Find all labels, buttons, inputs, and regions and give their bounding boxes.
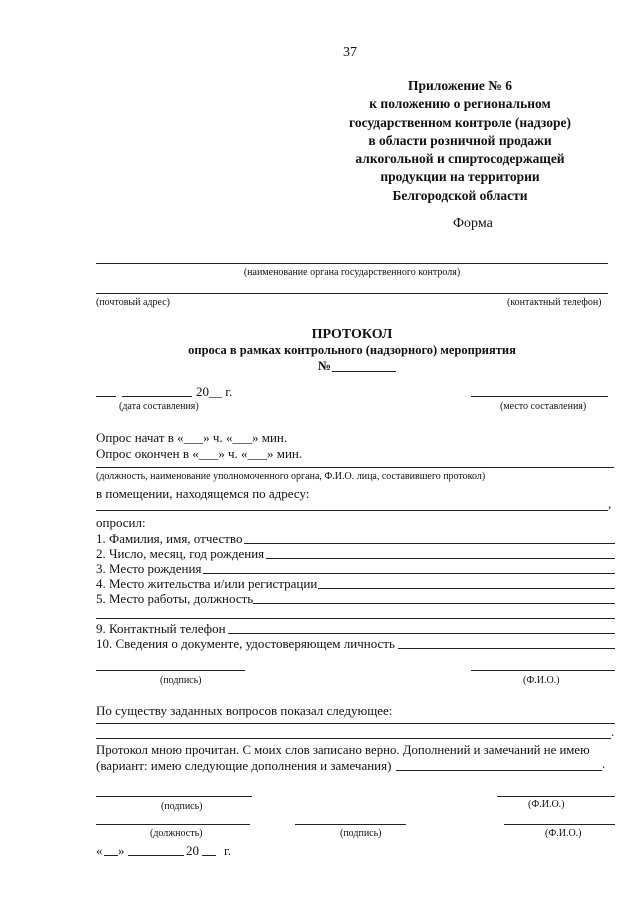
appendix-line: Приложение № 6 <box>408 78 512 93</box>
signature2-name-line[interactable] <box>497 796 615 797</box>
final-date-year-field[interactable] <box>202 855 216 856</box>
signature2-sign-caption: (подпись) <box>161 801 203 812</box>
field-label-full-name: 1. Фамилия, имя, отчество <box>96 531 243 546</box>
signature3-name-line[interactable] <box>504 824 615 825</box>
essence-period: . <box>611 724 615 739</box>
final-date-day-field[interactable] <box>104 855 118 856</box>
id-document-field[interactable] <box>398 648 615 649</box>
end-time-text: Опрос окончен в «___» ч. «___» мин. <box>96 446 303 461</box>
signature3-line[interactable] <box>295 824 406 825</box>
position-caption: (должность) <box>150 828 203 839</box>
remarks-period: . <box>602 756 606 771</box>
place-caption: (место составления) <box>500 401 587 412</box>
premises-address-field[interactable] <box>96 510 608 511</box>
phone-caption: (контактный телефон) <box>507 297 602 308</box>
date-month-field[interactable] <box>122 396 192 397</box>
remarks-field[interactable] <box>396 770 602 771</box>
appendix-line: Белгородской области <box>392 187 528 203</box>
field-label-id-document: 10. Сведения о документе, удостоверяющем личность <box>96 636 395 651</box>
authority-line[interactable] <box>96 263 608 264</box>
phone-field[interactable] <box>228 633 615 634</box>
appendix-line: продукции на территории <box>380 169 540 185</box>
place-field[interactable] <box>471 396 608 397</box>
protocol-title: ПРОТОКОЛ <box>311 327 393 342</box>
date-caption: (дата составления) <box>119 401 199 412</box>
signature1-sign-caption: (подпись) <box>160 675 202 686</box>
field-label-birth-date: 2. Число, месяц, год рождения <box>96 546 265 561</box>
statement-line-2: (вариант: имею следующие дополнения и замечания) <box>96 758 392 773</box>
appendix-line: государственном контроле (надзоре) <box>349 114 571 130</box>
statement-line-1: Протокол мною прочитан. С моих слов записано верно. Дополнений и замечаний не имею <box>96 743 590 757</box>
date-year-text: 20__ г. <box>196 384 233 399</box>
full-name-field[interactable] <box>244 543 615 544</box>
final-date-open-quote: « <box>96 843 103 858</box>
birth-place-field[interactable] <box>203 573 615 574</box>
signature2-name-caption: (Ф.И.О.) <box>528 799 565 810</box>
final-date-month-field[interactable] <box>128 855 184 856</box>
page-number: 37 <box>343 45 357 60</box>
premises-text: в помещении, находящемся по адресу: <box>96 486 310 501</box>
signature1-name-line[interactable] <box>471 670 615 671</box>
premises-comma: , <box>608 496 612 511</box>
protocol-number-field[interactable] <box>332 371 396 372</box>
appendix-line: к положению о региональном <box>369 96 551 112</box>
protocol-subtitle: опроса в рамках контрольного (надзорного) мероприятия <box>188 343 516 357</box>
signature2-line[interactable] <box>96 796 252 797</box>
appendix-line: в области розничной продажи <box>368 132 552 148</box>
signature3-name-caption: (Ф.И.О.) <box>545 828 582 839</box>
birth-date-field[interactable] <box>266 558 615 559</box>
extra-field-line[interactable] <box>96 618 615 619</box>
field-label-birth-place: 3. Место рождения <box>96 561 202 576</box>
appendix-header <box>330 77 590 205</box>
signature3-sign-caption: (подпись) <box>340 828 382 839</box>
start-time-text: Опрос начат в «___» ч. «___» мин. <box>96 430 288 445</box>
field-label-residence: 4. Место жительства и/или регистрации <box>96 576 318 591</box>
final-date-close-quote: » <box>118 843 125 858</box>
field-label-workplace: 5. Место работы, должность <box>96 591 254 606</box>
workplace-field[interactable] <box>253 603 615 604</box>
appendix-line: алкогольной и спиртосодержащей <box>355 151 565 167</box>
field-label-phone: 9. Контактный телефон <box>96 621 226 636</box>
essence-line-2[interactable] <box>96 738 611 739</box>
essence-line-1[interactable] <box>96 723 615 724</box>
signature1-name-caption: (Ф.И.О.) <box>523 675 560 686</box>
official-caption: (должность, наименование уполномоченного органа, Ф.И.О. лица, составившего протокол) <box>96 471 486 482</box>
interviewed-label: опросил: <box>96 515 146 530</box>
address-phone-line[interactable] <box>96 293 608 294</box>
final-date-year-prefix: 20 <box>186 843 199 858</box>
date-day-field[interactable] <box>96 396 116 397</box>
signature1-line[interactable] <box>96 670 245 671</box>
position-line[interactable] <box>96 824 250 825</box>
protocol-number-prefix: № <box>318 358 332 373</box>
final-date-suffix: г. <box>224 843 232 858</box>
essence-text: По существу заданных вопросов показал следующее: <box>96 703 393 718</box>
authority-caption: (наименование органа государственного контроля) <box>243 267 461 278</box>
form-label: Форма <box>453 216 493 231</box>
official-field[interactable] <box>96 467 614 468</box>
postal-caption: (почтовый адрес) <box>96 297 170 308</box>
residence-field[interactable] <box>318 588 615 589</box>
